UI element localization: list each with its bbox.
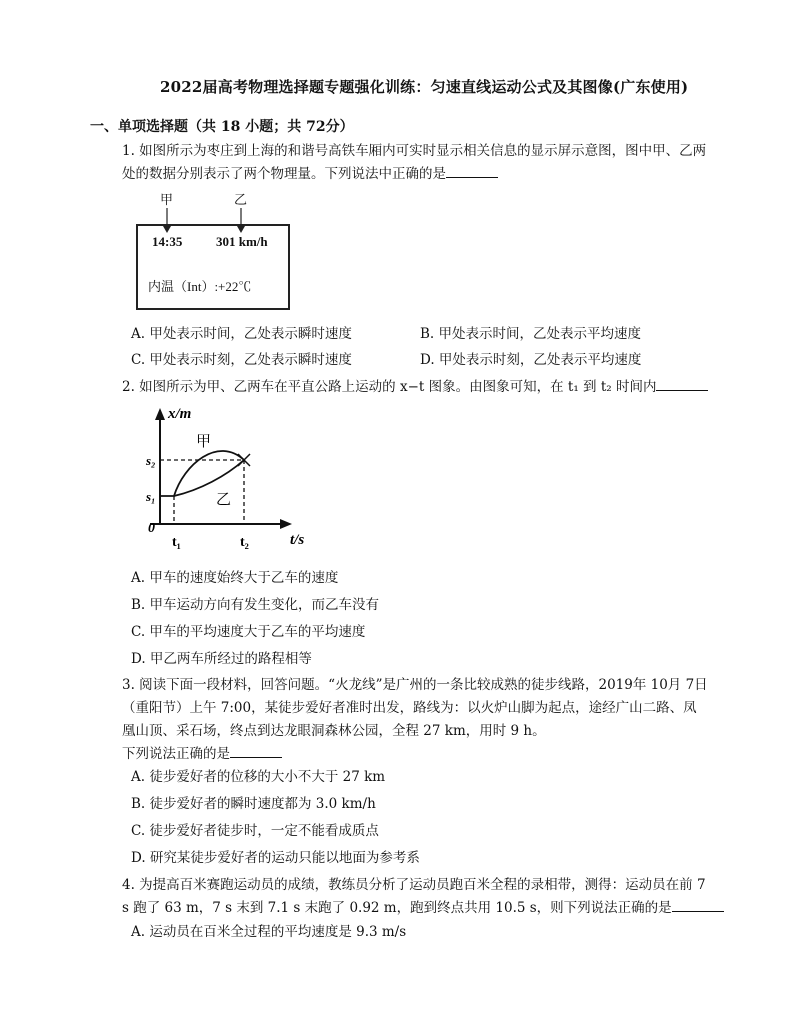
origin-label: 0 — [148, 521, 155, 536]
question-1-line2: 处的数据分别表示了两个物理量。下列说法中正确的是 — [122, 163, 706, 186]
xt-graph — [140, 404, 340, 554]
display-speed: 301 km/h — [216, 234, 268, 249]
q3-option-a[interactable]: A. 徒步爱好者的位移的大小不大于 27 km — [131, 769, 386, 785]
question-4-line2: s 跑了 63 m，7 s 末到 7.1 s 末跑了 0.92 m，跑到终点共用 10.5 s，则下列说法正确的是 — [122, 897, 724, 920]
question-3-line3: 凰山顶、采石场，终点到达龙眼洞森林公园，全程 27 km，用时 9 h。 — [122, 723, 546, 739]
curve-jia-label: 甲 — [196, 434, 212, 450]
q2-option-c[interactable]: C. 甲车的平均速度大于乙车的平均速度 — [131, 624, 366, 640]
q2-option-d[interactable]: D. 甲乙两车所经过的路程相等 — [131, 651, 312, 667]
x-axis-label: t/s — [290, 532, 305, 548]
label-jia: 甲 — [160, 193, 174, 208]
s1-label: s₁ — [146, 489, 156, 504]
q1-option-a[interactable]: A. 甲处表示时间，乙处表示瞬时速度 — [131, 326, 352, 342]
s2-label: s₂ — [146, 453, 156, 468]
question-2-line1: 2. 如图所示为甲、乙两车在平直公路上运动的 x−t 图象。由图象可知，在 t₁ 到 t₂ 时间内 — [122, 376, 708, 399]
train-display-screen — [136, 224, 290, 310]
question-3-line4: 下列说法正确的是 — [122, 743, 708, 766]
question-4 — [122, 874, 724, 920]
question-2 — [122, 376, 708, 399]
t2-label: t₂ — [240, 535, 249, 550]
question-1 — [122, 140, 706, 186]
curve-yi-label: 乙 — [216, 492, 232, 508]
question-1-line1: 1. 如图所示为枣庄到上海的和谐号高铁车厢内可实时显示相关信息的显示屏示意图，图中甲、乙两 — [122, 143, 707, 159]
section-heading: 一、单项选择题（共 18 小题；共 72分） — [90, 119, 354, 135]
question-3-line1: 3. 阅读下面一段材料，回答问题。“火龙线”是广州的一条比较成熟的徒步线路，2019年 10月 7日 — [122, 677, 708, 693]
t1-label: t₁ — [172, 535, 181, 550]
q1-option-d[interactable]: D. 甲处表示时刻，乙处表示平均速度 — [420, 352, 642, 368]
answer-blank[interactable] — [230, 745, 282, 758]
q1-option-c[interactable]: C. 甲处表示时刻，乙处表示瞬时速度 — [131, 352, 352, 368]
q2-option-b[interactable]: B. 甲车运动方向有发生变化，而乙车没有 — [131, 597, 380, 613]
y-axis-label: x/m — [168, 406, 192, 422]
answer-blank[interactable] — [656, 378, 708, 391]
question-4-line1: 4. 为提高百米赛跑运动员的成绩，教练员分析了运动员跑百米全程的录相带，测得：运动员在前 7 — [122, 877, 706, 893]
answer-blank[interactable] — [672, 899, 724, 912]
page-title: 2022届高考物理选择题专题强化训练：匀速直线运动公式及其图像(广东使用) — [160, 78, 689, 96]
question-3-line2: （重阳节）上午 7:00，某徒步爱好者准时出发，路线为：以火炉山脚为起点，途经广山二路、凤 — [122, 700, 697, 716]
q2-option-a[interactable]: A. 甲车的速度始终大于乙车的速度 — [131, 570, 339, 586]
q3-option-b[interactable]: B. 徒步爱好者的瞬时速度都为 3.0 km/h — [131, 796, 376, 812]
q3-option-c[interactable]: C. 徒步爱好者徒步时，一定不能看成质点 — [131, 823, 379, 839]
q1-option-b[interactable]: B. 甲处表示时间，乙处表示平均速度 — [420, 326, 642, 342]
q3-option-d[interactable]: D. 研究某徒步爱好者的运动只能以地面为参考系 — [131, 850, 420, 866]
q4-option-a[interactable]: A. 运动员在百米全过程的平均速度是 9.3 m/s — [131, 924, 407, 940]
question-3 — [122, 674, 708, 766]
display-time: 14:35 — [152, 234, 183, 249]
answer-blank[interactable] — [446, 165, 498, 178]
label-yi: 乙 — [234, 193, 248, 208]
display-temperature: 内温（Int）:+22℃ — [148, 279, 252, 294]
